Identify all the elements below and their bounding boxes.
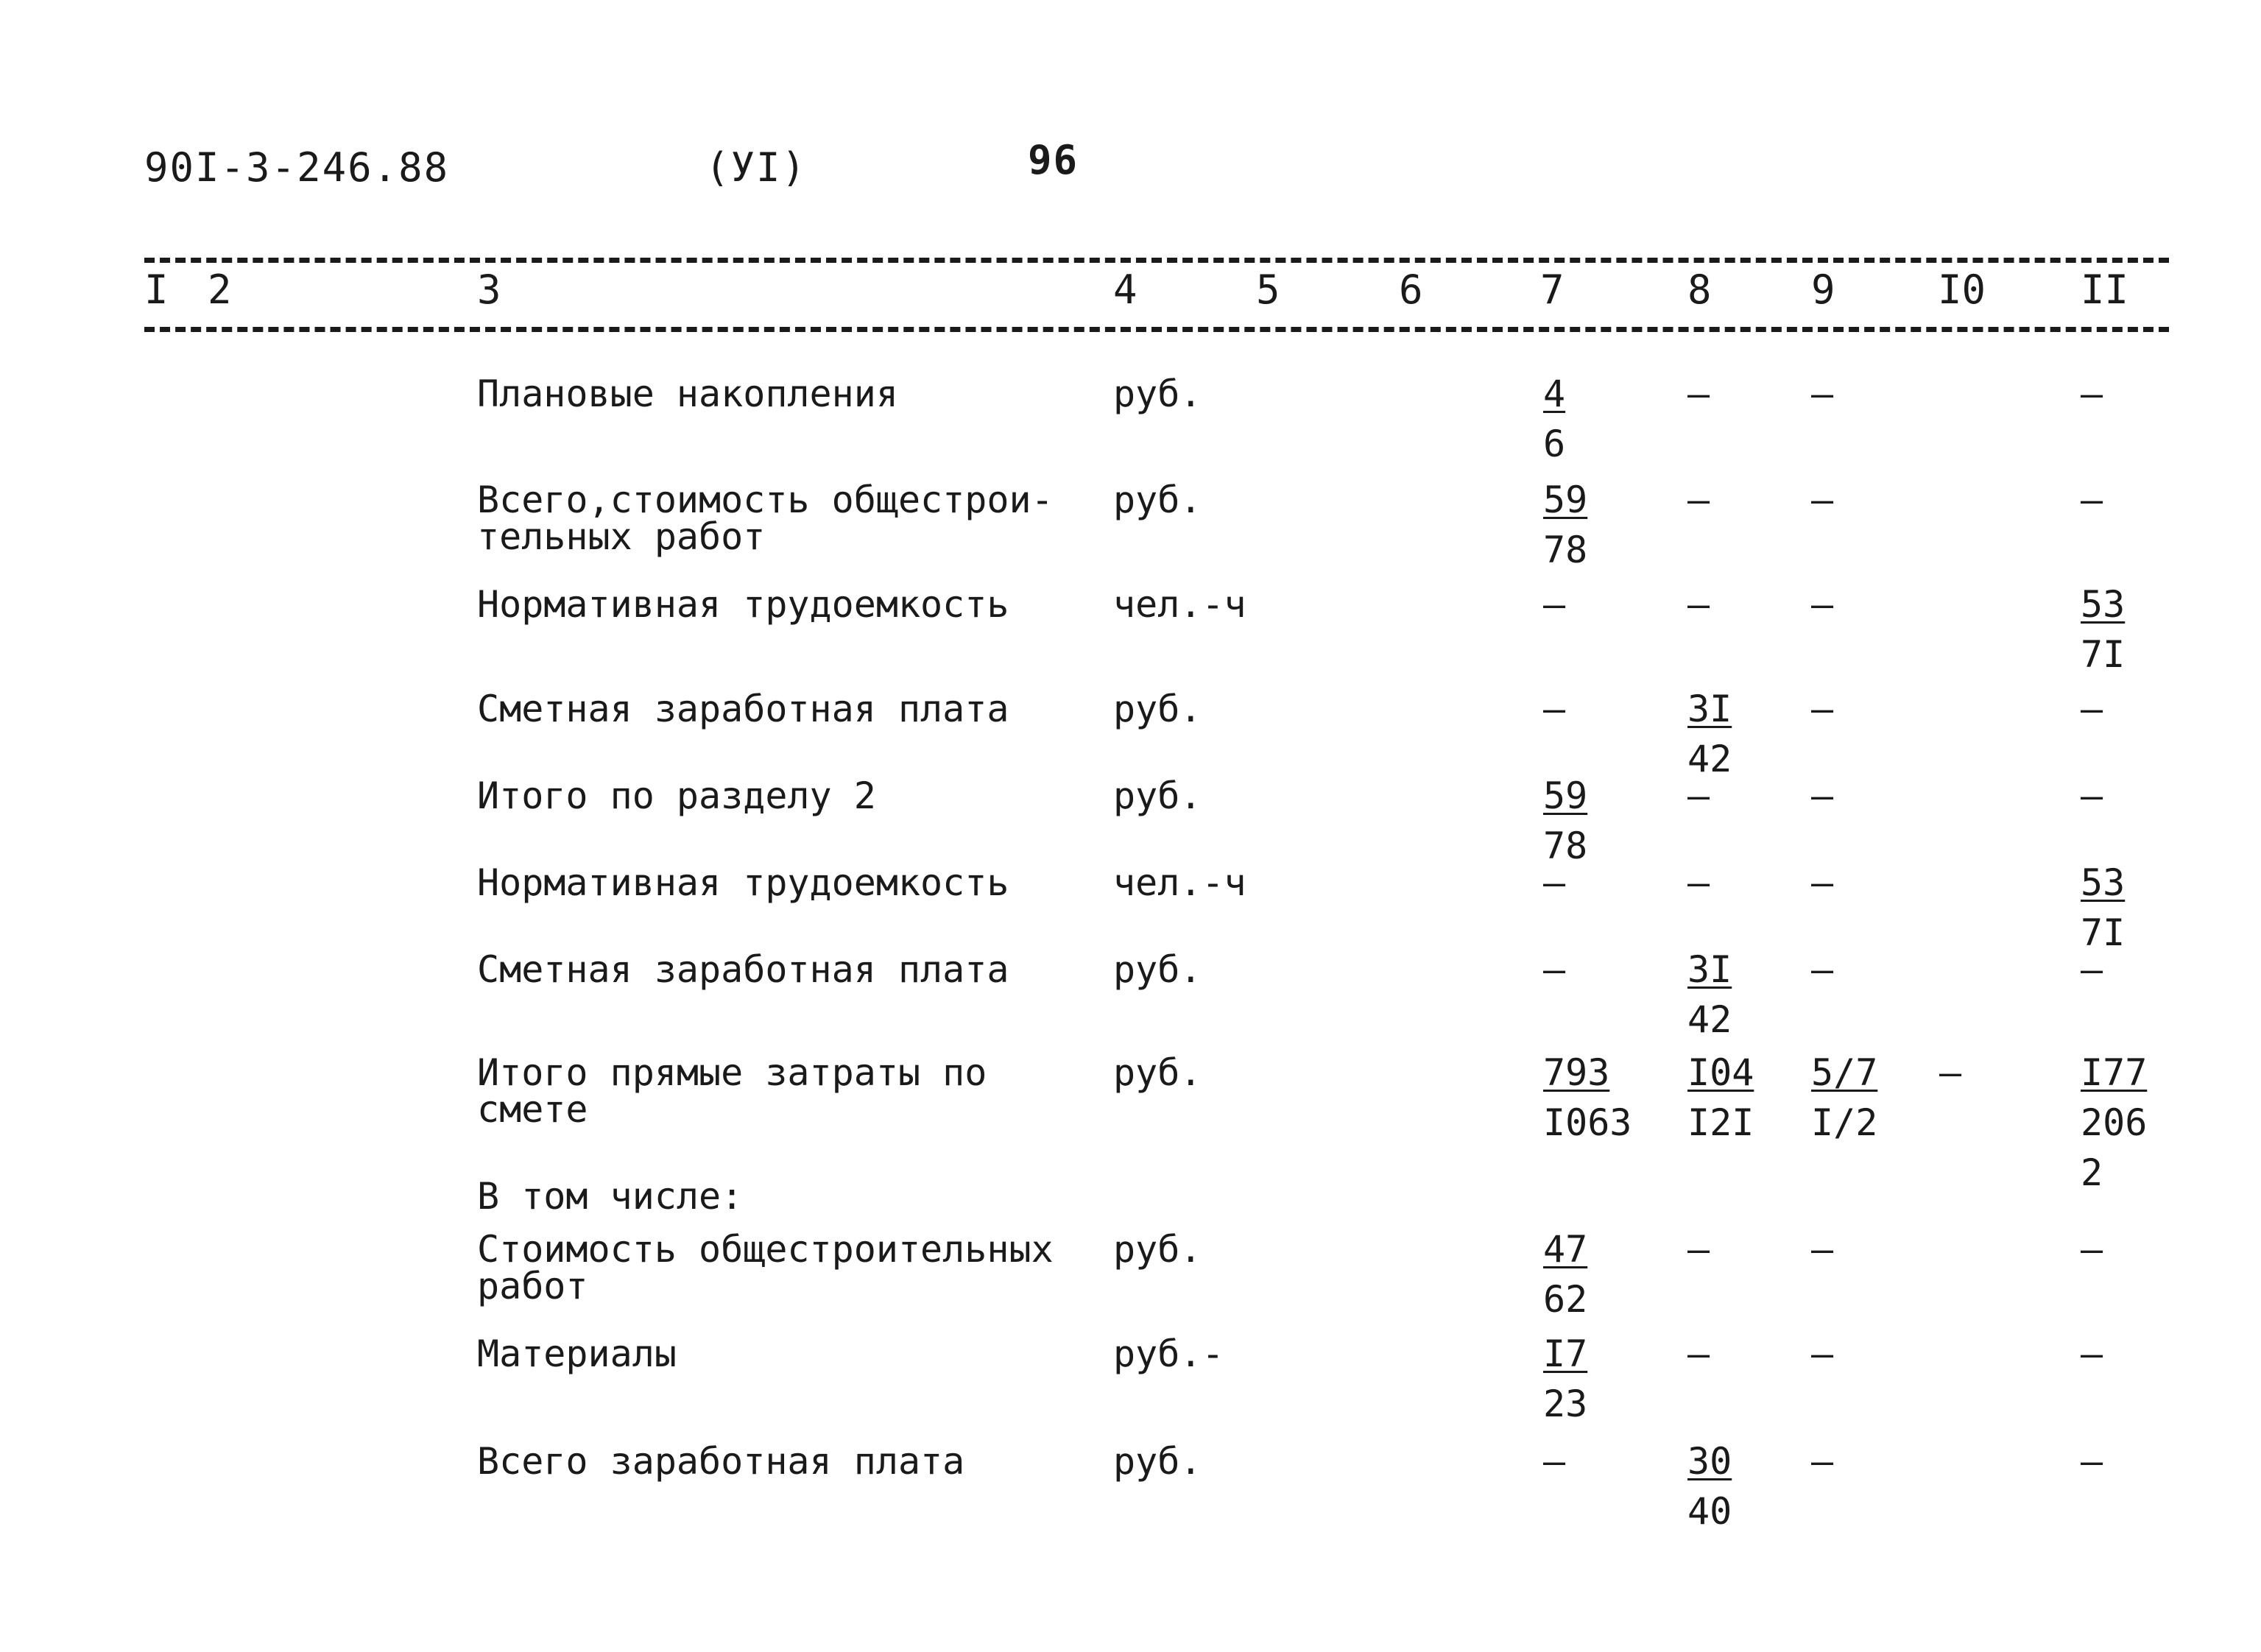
- cell-value: —: [1939, 1051, 1962, 1094]
- cell-value: –: [2081, 373, 2103, 415]
- cell-value: –: [1811, 861, 1834, 904]
- fraction-numerator: 30: [1687, 1440, 1732, 1483]
- fraction-denominator: 23: [1543, 1383, 1588, 1425]
- row-label: Всего заработная плата: [477, 1440, 965, 1483]
- value-cell-col-8: [1687, 475, 1710, 525]
- cell-value: –: [2081, 479, 2103, 521]
- row-label: Плановые накопления: [477, 373, 898, 415]
- column-number: II: [2081, 266, 2129, 313]
- value-cell-col-9: [1811, 1329, 1833, 1379]
- fraction-denominator: 62: [1543, 1278, 1588, 1321]
- value-cell-col-7: [1543, 369, 1565, 469]
- row-label: Нормативная трудоемкость: [477, 583, 1009, 626]
- column-number: I: [144, 266, 169, 313]
- cell-value: –: [2081, 688, 2103, 730]
- row-label: Нормативная трудоемкость: [477, 861, 1009, 904]
- value-cell-col-8: [1687, 579, 1710, 629]
- value-cell-col-7: [1543, 945, 1565, 995]
- cell-value: –: [1811, 1440, 1834, 1483]
- column-number: 5: [1256, 266, 1280, 313]
- cell-value: –: [1543, 688, 1566, 730]
- cell-value: –: [2081, 948, 2103, 991]
- row-label: Стоимость общестроительных работ: [477, 1228, 1054, 1307]
- fraction-numerator: 59: [1543, 774, 1588, 817]
- value-cell-col-7: [1543, 475, 1587, 575]
- value-cell-col-8: [1687, 1048, 1754, 1148]
- value-cell-col-10: [1939, 1048, 1961, 1098]
- value-cell-col-9: [1811, 1048, 1877, 1148]
- column-number: 7: [1540, 266, 1565, 313]
- cell-value: –: [1687, 479, 1710, 521]
- value-cell-col-11: [2081, 579, 2125, 679]
- section-number: (УI): [705, 144, 808, 191]
- column-number: 6: [1399, 266, 1423, 313]
- table-header-rule: [144, 327, 2169, 332]
- value-cell-col-8: [1687, 1329, 1710, 1379]
- fraction-denominator: 2: [2081, 1151, 2103, 1194]
- cell-value: –: [2081, 774, 2103, 817]
- cell-value: –: [1811, 1332, 1834, 1375]
- row-label: Всего,стоимость общестрои- тельных работ: [477, 479, 1054, 558]
- cell-value: –: [1687, 1332, 1710, 1375]
- fraction-numerator: 3I: [1687, 688, 1732, 730]
- value-cell-col-9: [1811, 1436, 1833, 1486]
- cell-value: –: [1687, 373, 1710, 415]
- row-unit: руб.: [1113, 1440, 1202, 1483]
- row-label: Материалы: [477, 1332, 677, 1375]
- column-number: 9: [1811, 266, 1835, 313]
- cell-value: –: [1811, 583, 1834, 626]
- fraction-numerator: 47: [1543, 1228, 1588, 1271]
- column-number: 4: [1113, 266, 1137, 313]
- value-cell-col-11: [2081, 771, 2103, 821]
- value-cell-col-7: [1543, 684, 1565, 734]
- row-unit: руб.: [1113, 1228, 1202, 1271]
- value-cell-col-8: [1687, 945, 1732, 1045]
- fraction-numerator: I04: [1687, 1051, 1754, 1094]
- cell-value: –: [1687, 583, 1710, 626]
- value-cell-col-9: [1811, 771, 1833, 821]
- fraction-denominator: 40: [1687, 1490, 1732, 1533]
- cell-value: –: [1811, 948, 1834, 991]
- value-cell-col-11: [2081, 1436, 2103, 1486]
- value-cell-col-9: [1811, 369, 1833, 419]
- value-cell-col-8: [1687, 771, 1710, 821]
- cell-value: –: [1811, 774, 1834, 817]
- table-top-rule: [144, 258, 2169, 263]
- fraction-denominator: 78: [1543, 825, 1588, 867]
- fraction-numerator: 53: [2081, 583, 2126, 626]
- value-cell-col-7: [1543, 1048, 1632, 1148]
- value-cell-col-11: [2081, 1224, 2103, 1274]
- row-label: Сметная заработная плата: [477, 948, 1009, 991]
- column-number: 3: [477, 266, 501, 313]
- fraction-denominator: 6: [1543, 423, 1566, 465]
- fraction-numerator: 59: [1543, 479, 1588, 521]
- cell-value: –: [1811, 688, 1834, 730]
- cell-value: –: [1687, 861, 1710, 904]
- column-number: 8: [1687, 266, 1712, 313]
- cell-value: –: [1543, 948, 1566, 991]
- column-number: I0: [1938, 266, 1986, 313]
- cell-value: –: [1543, 583, 1566, 626]
- row-label: Сметная заработная плата: [477, 688, 1009, 730]
- row-label: Итого прямые затраты по смете: [477, 1051, 987, 1131]
- value-cell-col-8: [1687, 369, 1710, 419]
- value-cell-col-8: [1687, 684, 1732, 784]
- fraction-denominator: I063: [1543, 1101, 1632, 1144]
- value-cell-col-9: [1811, 579, 1833, 629]
- value-cell-col-11: [2081, 475, 2103, 525]
- document-code: 90I-3-246.88: [144, 144, 450, 191]
- value-cell-col-7: [1543, 771, 1587, 871]
- fraction-numerator: 3I: [1687, 948, 1732, 991]
- cell-value: –: [1811, 373, 1834, 415]
- value-cell-col-11: [2081, 1329, 2103, 1379]
- cell-value: –: [2081, 1440, 2103, 1483]
- row-unit: руб.: [1113, 688, 1202, 730]
- value-cell-col-9: [1811, 684, 1833, 734]
- fraction-denominator: 42: [1687, 738, 1732, 780]
- cell-value: –: [1811, 1228, 1834, 1271]
- value-cell-col-7: [1543, 1436, 1565, 1486]
- cell-value: –: [1543, 861, 1566, 904]
- value-cell-col-8: [1687, 858, 1710, 908]
- fraction-denominator: 7I: [2081, 911, 2126, 954]
- row-unit: руб.: [1113, 1051, 1202, 1094]
- value-cell-col-11: [2081, 945, 2103, 995]
- cell-value: –: [1811, 479, 1834, 521]
- row-unit: руб.: [1113, 948, 1202, 991]
- fraction-numerator: 793: [1543, 1051, 1610, 1094]
- fraction-denominator: I2I: [1687, 1101, 1754, 1144]
- row-unit: чел.-ч: [1113, 583, 1246, 626]
- value-cell-col-7: [1543, 1329, 1587, 1429]
- cell-value: –: [2081, 1332, 2103, 1375]
- row-unit: руб.: [1113, 774, 1202, 817]
- value-cell-col-11: [2081, 369, 2103, 419]
- value-cell-col-8: [1687, 1224, 1710, 1274]
- value-cell-col-8: [1687, 1436, 1732, 1536]
- value-cell-col-7: [1543, 858, 1565, 908]
- row-unit: руб.: [1113, 373, 1202, 415]
- row-label: В том числе:: [477, 1175, 744, 1218]
- row-unit: руб.: [1113, 479, 1202, 521]
- fraction-denominator: 78: [1543, 529, 1588, 571]
- fraction-numerator: I7: [1543, 1332, 1588, 1375]
- cell-value: –: [2081, 1228, 2103, 1271]
- column-number: 2: [208, 266, 232, 313]
- fraction-numerator: 4: [1543, 373, 1566, 415]
- fraction-denominator: 206: [2081, 1101, 2148, 1144]
- value-cell-col-11: [2081, 684, 2103, 734]
- value-cell-col-9: [1811, 858, 1833, 908]
- row-label: Итого по разделу 2: [477, 774, 876, 817]
- value-cell-col-11: [2081, 858, 2125, 958]
- row-unit: руб.-: [1113, 1332, 1224, 1375]
- fraction-denominator: 42: [1687, 998, 1732, 1041]
- row-unit: чел.-ч: [1113, 861, 1246, 904]
- cell-value: –: [1543, 1440, 1566, 1483]
- value-cell-col-9: [1811, 945, 1833, 995]
- fraction-denominator: 7I: [2081, 633, 2126, 676]
- value-cell-col-9: [1811, 475, 1833, 525]
- page-number: 96: [1028, 137, 1079, 183]
- value-cell-col-7: [1543, 579, 1565, 629]
- value-cell-col-9: [1811, 1224, 1833, 1274]
- fraction-numerator: I77: [2081, 1051, 2148, 1094]
- fraction-numerator: 53: [2081, 861, 2126, 904]
- value-cell-col-7: [1543, 1224, 1587, 1324]
- cell-value: –: [1687, 774, 1710, 817]
- value-cell-col-11: [2081, 1048, 2147, 1198]
- fraction-denominator: I/2: [1811, 1101, 1878, 1144]
- fraction-numerator: 5/7: [1811, 1051, 1878, 1094]
- cell-value: –: [1687, 1228, 1710, 1271]
